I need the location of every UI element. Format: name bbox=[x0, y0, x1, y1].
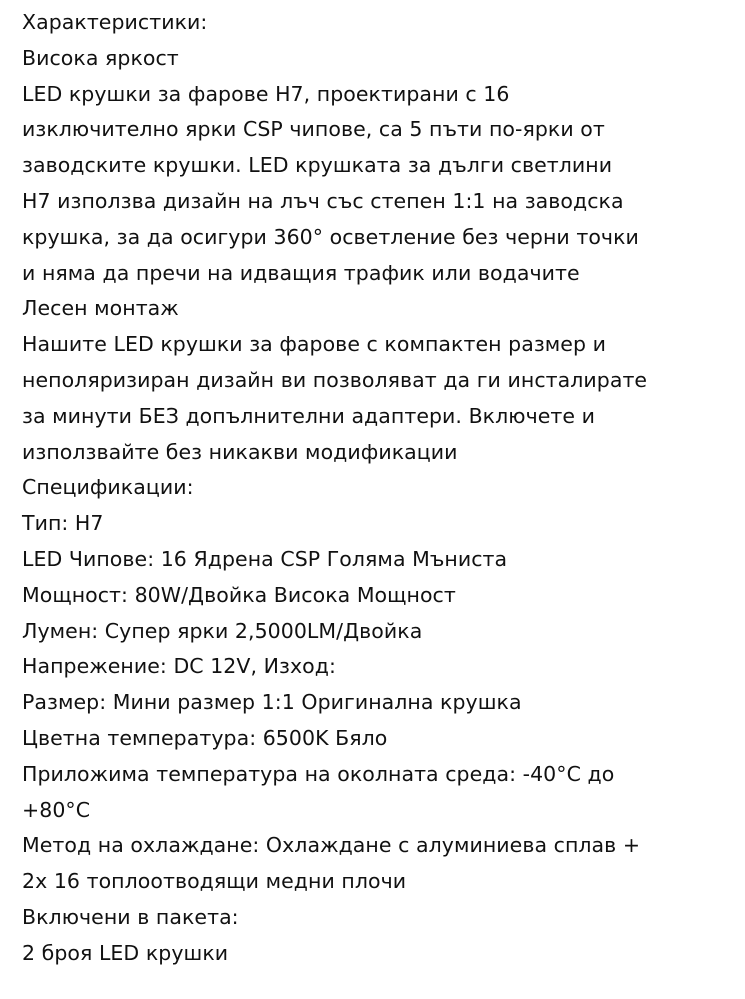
feature-easy-installation: Лесен монтаж bbox=[22, 296, 179, 321]
heading-specifications: Спецификации: bbox=[22, 475, 194, 500]
heading-characteristics: Характеристики: bbox=[22, 10, 208, 34]
text-line: неполяризиран дизайн ви позволяват да ги инсталирате bbox=[22, 367, 648, 392]
text-line: и няма да пречи на идващия трафик или водачите bbox=[22, 260, 580, 285]
spec-operating-temperature: Приложима температура на околната среда: -40°C до bbox=[22, 761, 615, 786]
text-line: изключително ярки CSP чипове, са 5 пъти по-ярки от bbox=[22, 117, 605, 142]
spec-power: Мощност: 80W/Двойка Висока Мощност bbox=[22, 582, 456, 607]
spec-voltage: Напрежение: DC 12V, Изход: bbox=[22, 654, 336, 679]
heading-package-contents: Включени в пакета: bbox=[22, 904, 239, 929]
spec-cooling-method-cont: 2x 16 топлоотводящи медни плочи bbox=[22, 869, 407, 894]
text-line: за минути БЕЗ допълнителни адаптери. Включете и bbox=[22, 403, 595, 428]
text-line: използвайте без никакви модификации bbox=[22, 439, 458, 464]
feature-high-brightness: Висока яркост bbox=[22, 45, 179, 70]
text-line: H7 използва дизайн на лъч със степен 1:1 на заводска bbox=[22, 188, 624, 213]
package-item: 2 броя LED крушки bbox=[22, 940, 229, 965]
spec-size: Размер: Мини размер 1:1 Оригинална крушка bbox=[22, 690, 522, 715]
text-line: Нашите LED крушки за фарове с компактен размер и bbox=[22, 332, 606, 357]
text-line: крушка, за да осигури 360° осветление без черни точки bbox=[22, 224, 639, 249]
text-line: заводските крушки. LED крушката за дълги светлини bbox=[22, 153, 613, 178]
spec-lumen: Лумен: Супер ярки 2,5000LM/Двойка bbox=[22, 618, 423, 643]
spec-type: Тип: H7 bbox=[22, 511, 104, 536]
spec-led-chips: LED Чипове: 16 Ядрена CSP Голяма Мъниста bbox=[22, 546, 508, 571]
spec-color-temperature: Цветна температура: 6500K Бяло bbox=[22, 725, 388, 750]
text-line: LED крушки за фарове H7, проектирани с 16 bbox=[22, 81, 510, 106]
spec-operating-temperature-cont: +80°C bbox=[22, 797, 91, 822]
spec-cooling-method: Метод на охлаждане: Охлаждане с алуминиева сплав + bbox=[22, 833, 641, 858]
